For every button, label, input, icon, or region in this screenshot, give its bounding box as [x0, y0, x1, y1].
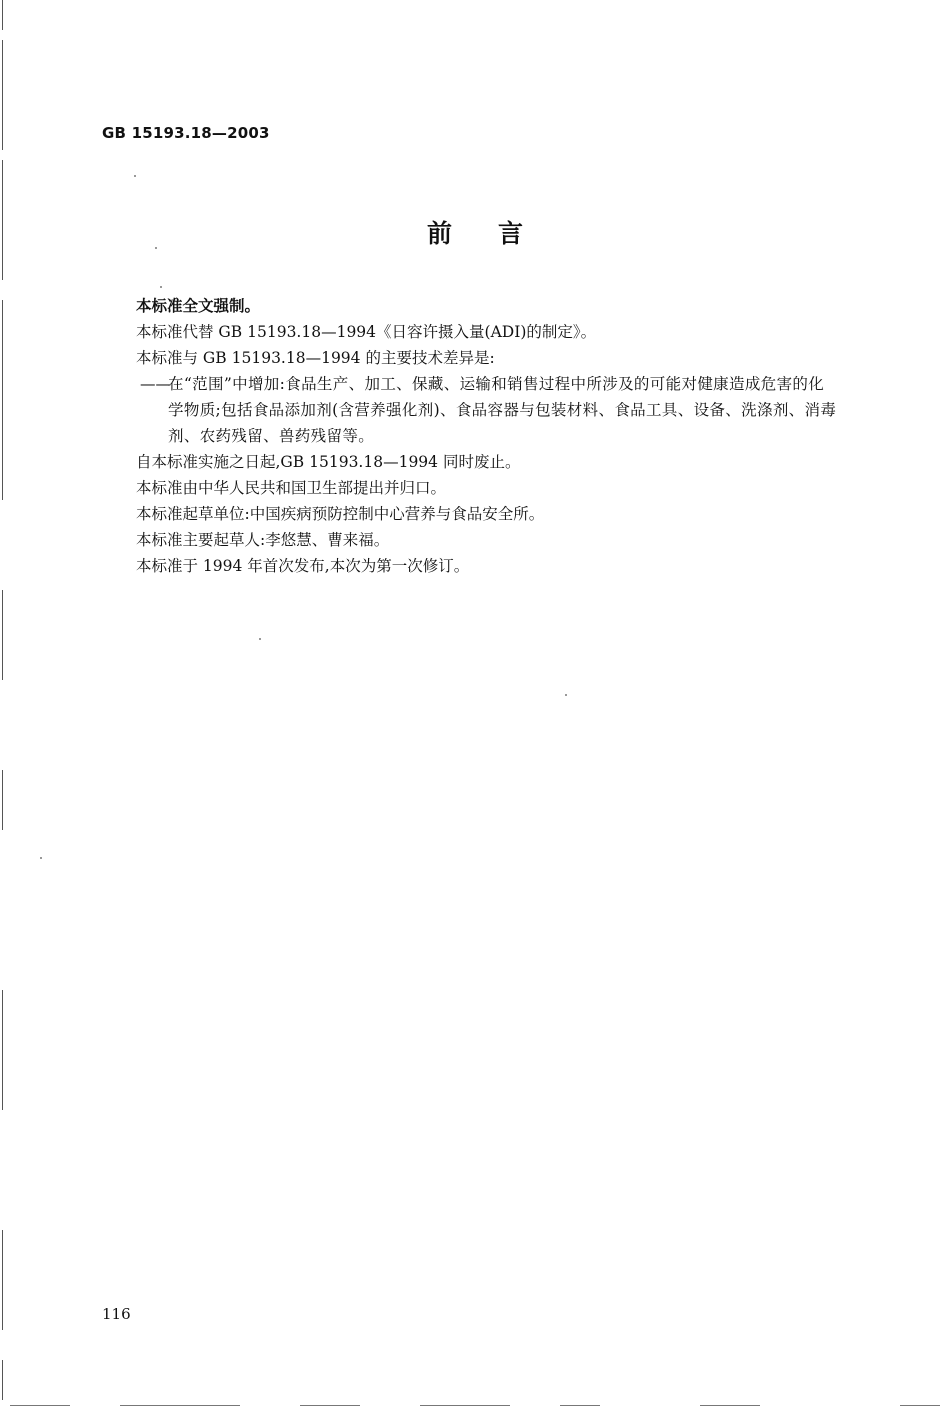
paragraph: 本标准全文强制。	[136, 297, 261, 315]
scan-edge-mark	[2, 990, 3, 1110]
scan-bottom-line	[700, 1405, 760, 1406]
scan-edge-mark	[2, 40, 3, 150]
page-title: 前言	[426, 219, 569, 248]
scan-bottom-line	[300, 1405, 360, 1406]
paragraph: 本标准起草单位:中国疾病预防控制中心营养与食品安全所。	[136, 505, 545, 523]
paragraph: 本标准于 1994 年首次发布,本次为第一次修订。	[136, 557, 470, 575]
paragraph: 本标准代替 GB 15193.18—1994《日容许摄入量(ADI)的制定》。	[136, 323, 597, 341]
scan-bottom-line	[420, 1405, 510, 1406]
paragraph: 本标准由中华人民共和国卫生部提出并归口。	[136, 479, 447, 497]
paragraph: 自本标准实施之日起,GB 15193.18—1994 同时废止。	[136, 453, 521, 471]
scan-bottom-line	[120, 1405, 240, 1406]
scan-edge-mark	[2, 0, 3, 30]
scan-bottom-line	[560, 1405, 600, 1406]
scan-edge-mark	[2, 770, 3, 830]
list-item-line: 剂、农药残留、兽药残留等。	[168, 427, 375, 445]
standard-code: GB 15193.18—2003	[102, 124, 270, 142]
list-item-line: 在“范围”中增加:食品生产、加工、保藏、运输和销售过程中所涉及的可能对健康造成危害的化	[168, 375, 825, 393]
page-number: 116	[102, 1305, 131, 1323]
paragraph: 本标准主要起草人:李悠慧、曹来福。	[136, 531, 390, 549]
scan-speck	[160, 286, 162, 288]
scan-bottom-line	[900, 1405, 940, 1406]
scan-speck	[259, 638, 261, 640]
scan-edge-mark	[2, 590, 3, 680]
scan-speck	[134, 175, 136, 177]
document-body	[136, 293, 871, 579]
paragraph: 本标准与 GB 15193.18—1994 的主要技术差异是:	[136, 349, 495, 367]
scan-speck	[565, 694, 567, 696]
scan-speck	[40, 857, 42, 859]
list-item	[136, 371, 871, 449]
scan-edge-mark	[2, 1230, 3, 1330]
scan-bottom-line	[10, 1405, 70, 1406]
list-item-line: 学物质;包括食品添加剂(含营养强化剂)、食品容器与包装材料、食品工具、设备、洗涤剂、消毒	[168, 401, 837, 419]
scan-edge-mark	[2, 1360, 3, 1400]
scan-edge-mark	[2, 300, 3, 500]
list-dash: ——	[140, 375, 171, 393]
